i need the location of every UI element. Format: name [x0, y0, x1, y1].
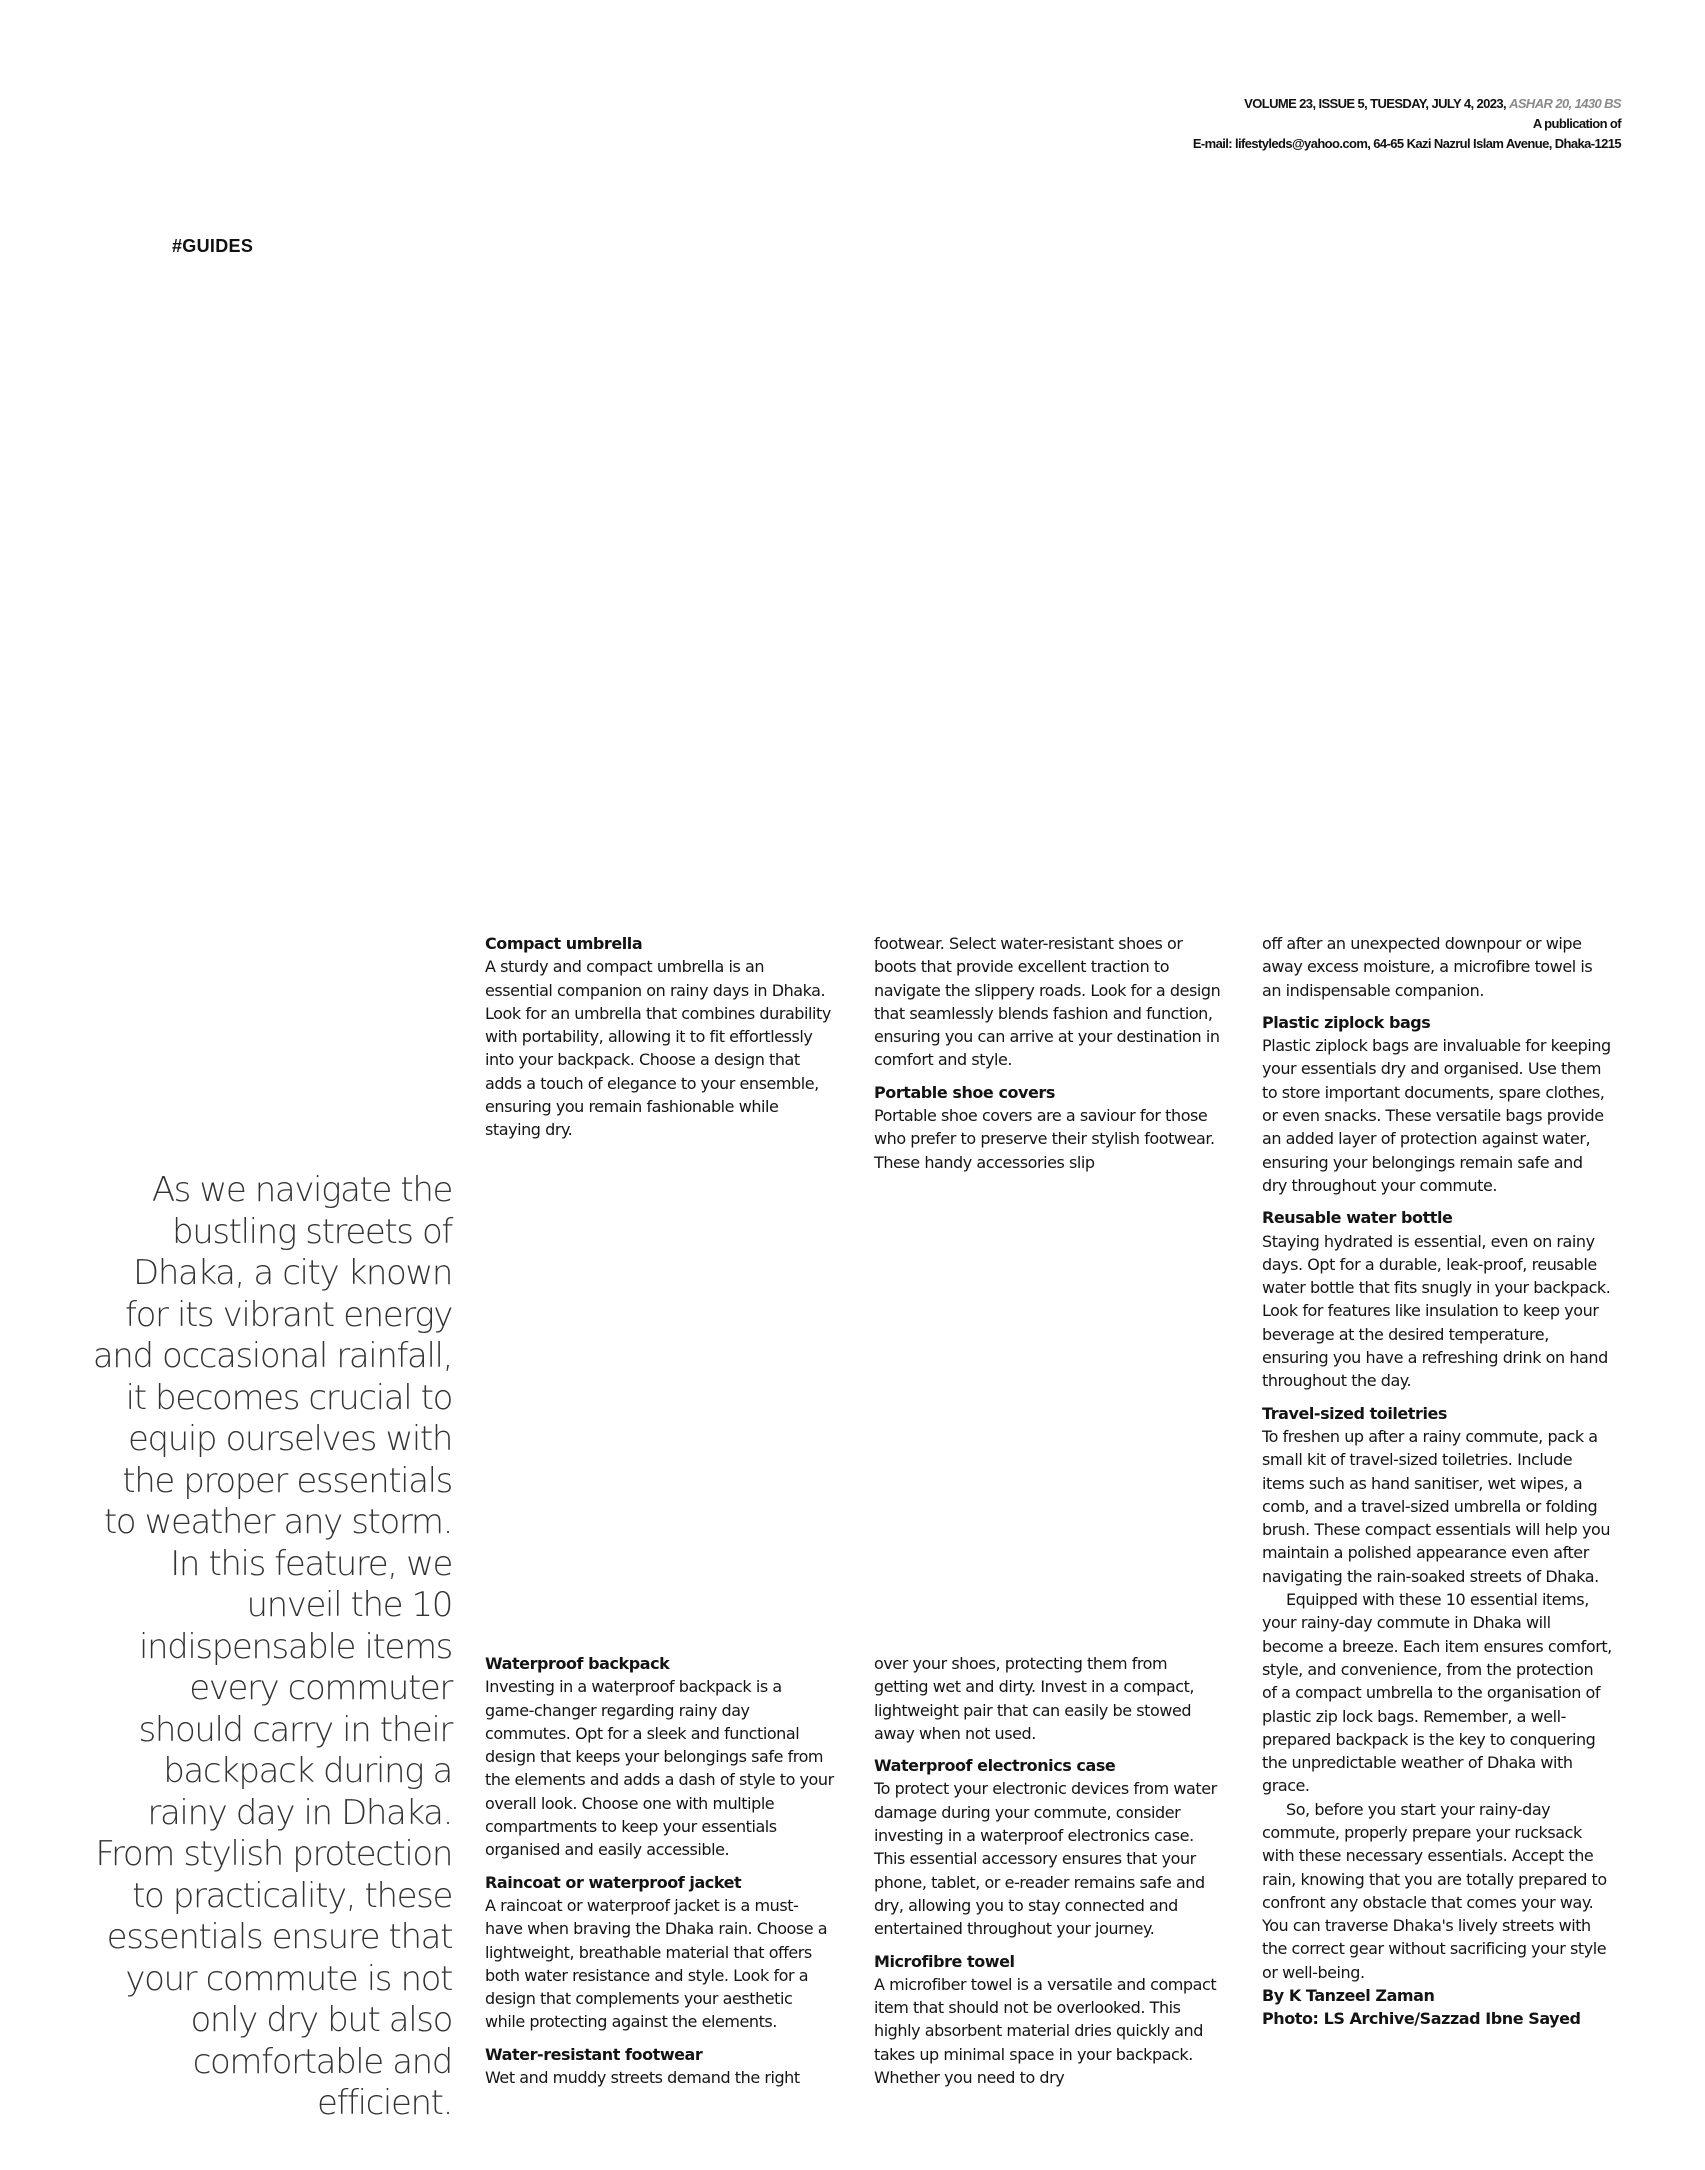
paragraph: off after an unexpected downpour or wipe away excess moisture, a microfibre towel is an indispensable companion.	[1262, 934, 1593, 1000]
paragraph: A microfiber towel is a versatile and compact item that should not be overlooked. This highly absorbent material dries quickly and takes up minimal space in your backpack. Whether you need to dry	[874, 1974, 1217, 2088]
paragraph: Investing in a waterproof backpack is a game-changer regarding rainy day commutes. Opt for a sleek and functional design that keeps your belongings safe from the elements and adds a dash of style to your overall look. Choose one with multiple compartments to keep your essentials organised and easily accessible.	[485, 1677, 834, 1860]
paragraph: Staying hydrated is essential, even on rainy days. Opt for a durable, leak-proof, reusable water bottle that fits snugly in your backpack. Look for features like insulation to keep your beverage at the desired temperature, ensuring you have a refreshing drink on hand throughout the day.	[1262, 1231, 1611, 1391]
heading-ziplock-bags: Plastic ziplock bags	[1262, 1012, 1431, 1032]
heading-compact-umbrella: Compact umbrella	[485, 934, 643, 953]
paragraph: A raincoat or waterproof jacket is a must-have when braving the Dhaka rain. Choose a lightweight, breathable material that offers both water resistance and style. Look for a design that complements your aesthetic while protecting against the elements.	[485, 1895, 828, 2032]
paragraph: To protect your electronic devices from water damage during your commute, consider investing in a waterproof electronics case. This essential accessory ensures that your phone, tablet, or e-reader remains safe and dry, allowing you to stay connected and entertained throughout your journey.	[874, 1779, 1217, 1939]
heading-portable-shoe-covers: Portable shoe covers	[874, 1082, 1055, 1102]
issue-info: VOLUME 23, ISSUE 5, TUESDAY, JULY 4, 2023,	[1244, 96, 1507, 111]
heading-toiletries: Travel-sized toiletries	[1262, 1403, 1447, 1423]
heading-waterproof-backpack: Waterproof backpack	[485, 1654, 670, 1673]
heading-microfibre-towel: Microfibre towel	[874, 1951, 1015, 1971]
bangla-date: ASHAR 20, 1430 BS	[1509, 96, 1621, 111]
masthead	[1193, 94, 1621, 154]
column-2-bottom	[874, 1652, 1224, 2089]
column-1-top	[485, 932, 835, 1142]
paragraph: A sturdy and compact umbrella is an essential companion on rainy days in Dhaka. Look for an umbrella that combines durability with portability, allowing it to fit effortlessly into your backpack. Choose a design that adds a touch of elegance to your ensemble, ensuring you remain fashionable while staying dry.	[485, 957, 831, 1140]
paragraph: Portable shoe covers are a saviour for those who prefer to preserve their stylish footwear. These handy accessories slip	[874, 1106, 1215, 1172]
column-1-bottom	[485, 1652, 835, 2089]
contact-line: E-mail: lifestyleds@yahoo.com, 64-65 Kazi Nazrul Islam Avenue, Dhaka-1215	[1192, 136, 1621, 151]
intro-pull-text: As we navigate the bustling streets of Dhaka, a city known for its vibrant energy and occasional rainfall, it becomes crucial to equip ourselves with the proper essentials to weather any storm. In this feature, we unveil the 10 indispensable items every commuter should carry in their backpack during a rainy day in Dhaka. From stylish protection to practicality, these essentials ensure that your commute is not only dry but also comfortable and efficient.	[92, 1170, 452, 2123]
paragraph: So, before you start your rainy-day commute, properly prepare your rucksack with these necessary essentials. Accept the rain, knowing that you are totally prepared to confront any obstacle that comes your way. You can traverse Dhaka's lively streets with the correct gear without sacrificing your style or well-being.	[1262, 1799, 1607, 1982]
paragraph: over your shoes, protecting them from getting wet and dirty. Invest in a compact, lightweight pair that can easily be stowed away when not used.	[874, 1654, 1195, 1743]
column-3	[1262, 932, 1612, 2031]
issue-line	[1193, 94, 1621, 114]
column-2-top	[874, 932, 1224, 1174]
heading-electronics-case: Waterproof electronics case	[874, 1756, 1116, 1776]
publication-line: A publication of	[1532, 116, 1621, 131]
heading-water-bottle: Reusable water bottle	[1262, 1208, 1453, 1228]
byline: By K Tanzeel Zaman	[1262, 1986, 1435, 2006]
heading-raincoat: Raincoat or waterproof jacket	[485, 1872, 742, 1892]
paragraph: To freshen up after a rainy commute, pack a small kit of travel-sized toiletries. Include items such as hand sanitiser, wet wipes, a comb, and a travel-sized umbrella or folding brush. These compact essentials will help you maintain a polished appearance even after navigating the rain-soaked streets of Dhaka.	[1262, 1426, 1611, 1586]
paragraph: Plastic ziplock bags are invaluable for keeping your essentials dry and organised. Use them to store important documents, spare clothes, or even snacks. These versatile bags provide an added layer of protection against water, ensuring your belongings remain safe and dry throughout your commute.	[1262, 1036, 1611, 1195]
paragraph: Equipped with these 10 essential items, your rainy-day commute in Dhaka will become a breeze. Each item ensures comfort, style, and convenience, from the protection of a compact umbrella to the organisation of plastic zip lock bags. Remember, a well-prepared backpack is the key to conquering the unpredictable weather of Dhaka with grace.	[1262, 1590, 1612, 1796]
paragraph: footwear. Select water-resistant shoes or boots that provide excellent traction to navigate the slippery roads. Look for a design that seamlessly blends fashion and function, ensuring you can arrive at your destination in comfort and style.	[874, 934, 1221, 1070]
section-tag: #GUIDES	[172, 236, 254, 256]
heading-water-resistant-footwear: Water-resistant footwear	[485, 2044, 703, 2064]
paragraph: Wet and muddy streets demand the right	[485, 2068, 800, 2088]
photo-credit: Photo: LS Archive/Sazzad Ibne Sayed	[1262, 2009, 1581, 2029]
